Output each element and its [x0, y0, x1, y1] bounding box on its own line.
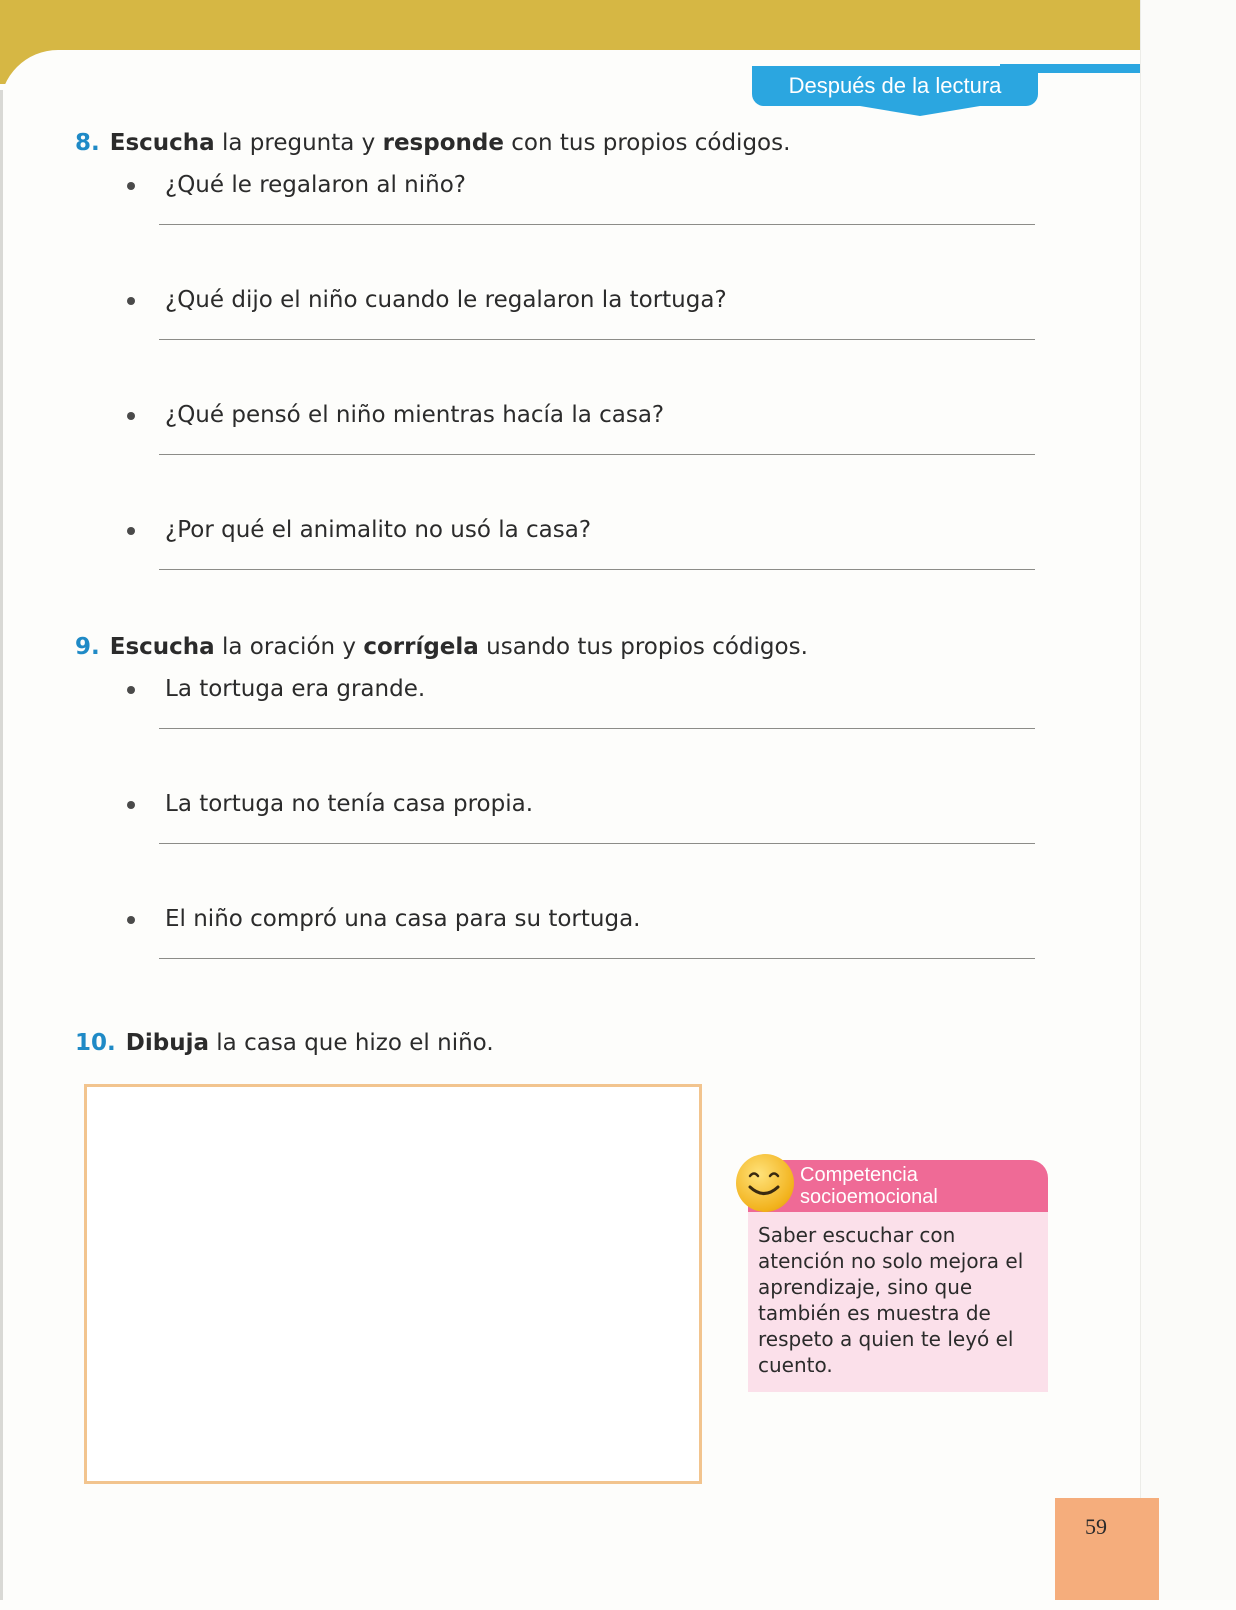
answer-line[interactable]: [159, 843, 1035, 844]
exercise-8: [75, 128, 1065, 618]
sentence-item: [75, 898, 1065, 1013]
competence-text: Saber escuchar con atención no solo mejora el aprendizaje, sino que también es muestra de respeto a quien te leyó el cuento.: [758, 1223, 1024, 1377]
instruction-verb: responde: [382, 130, 504, 156]
instruction-verb: Dibuja: [125, 1030, 209, 1056]
section-tab: [752, 66, 1038, 106]
exercise-number: 9.: [75, 634, 100, 660]
instruction-text: la pregunta y: [214, 130, 383, 156]
page-number-tab: [1055, 1498, 1159, 1600]
bullet-icon: [127, 182, 135, 190]
question-item: [75, 394, 1065, 509]
question-text: ¿Qué dijo el niño cuando le regalaron la tortuga?: [165, 287, 727, 313]
exercise-10-instruction: [75, 1028, 1065, 1058]
answer-line[interactable]: [159, 728, 1035, 729]
answer-line[interactable]: [159, 339, 1035, 340]
instruction-text: la oración y: [214, 634, 364, 660]
competence-title: [800, 1164, 1030, 1208]
answer-line[interactable]: [159, 224, 1035, 225]
instruction-verb: Escucha: [109, 130, 215, 156]
question-item: [75, 279, 1065, 394]
question-item: [75, 509, 1065, 624]
bullet-icon: [127, 916, 135, 924]
question-text: ¿Qué pensó el niño mientras hacía la casa?: [165, 402, 665, 428]
sentence-text: La tortuga no tenía casa propia.: [165, 791, 534, 817]
section-tab-label: Después de la lectura: [788, 73, 1002, 98]
exercise-10: [75, 1028, 1065, 1058]
instruction-text: con tus propios códigos.: [503, 130, 791, 156]
page-edge: [0, 90, 3, 1600]
exercise-number: 10.: [75, 1030, 116, 1056]
bullet-icon: [127, 412, 135, 420]
smiley-icon: [736, 1154, 794, 1212]
sentence-text: El niño compró una casa para su tortuga.: [165, 906, 641, 932]
exercise-8-instruction: [75, 128, 1065, 158]
answer-line[interactable]: [159, 958, 1035, 959]
bullet-icon: [127, 527, 135, 535]
instruction-text: usando tus propios códigos.: [478, 634, 808, 660]
instruction-verb: corrígela: [363, 634, 479, 660]
answer-line[interactable]: [159, 569, 1035, 570]
answer-line[interactable]: [159, 454, 1035, 455]
bullet-icon: [127, 801, 135, 809]
page-number: 59: [1085, 1514, 1107, 1539]
right-margin: [1140, 0, 1236, 1600]
bullet-icon: [127, 686, 135, 694]
sentence-item: [75, 668, 1065, 783]
exercise-number: 8.: [75, 130, 100, 156]
exercise-9-instruction: [75, 632, 1065, 662]
competence-box: [748, 1160, 1048, 1392]
drawing-area[interactable]: [84, 1084, 702, 1484]
sentence-text: La tortuga era grande.: [165, 676, 426, 702]
bullet-icon: [127, 297, 135, 305]
competence-title-line: socioemocional: [800, 1186, 938, 1208]
competence-body: [748, 1212, 1048, 1392]
exercise-9: [75, 632, 1065, 1007]
question-text: ¿Por qué el animalito no usó la casa?: [165, 517, 592, 543]
competence-title-line: Competencia: [800, 1164, 918, 1186]
instruction-text: la casa que hizo el niño.: [208, 1030, 494, 1056]
question-text: ¿Qué le regalaron al niño?: [165, 172, 467, 198]
instruction-verb: Escucha: [109, 634, 215, 660]
sentence-item: [75, 783, 1065, 898]
question-item: [75, 164, 1065, 279]
